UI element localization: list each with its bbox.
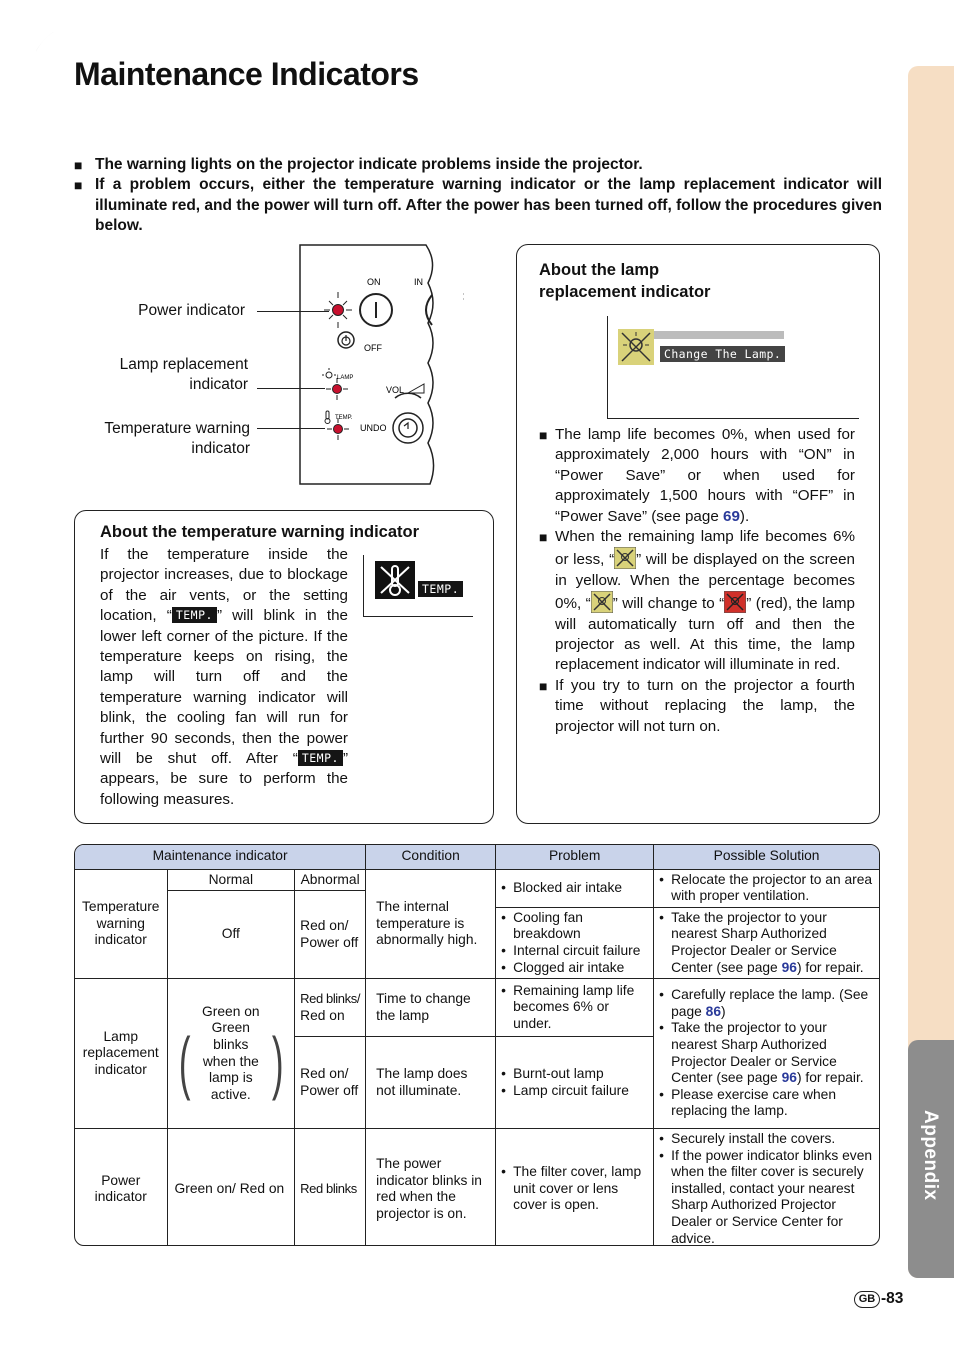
lamp-note-part: ” will be displayed on the screen in yellow. When the percentage becomes 0%, “ bbox=[555, 551, 855, 613]
square-bullet-icon: ■ bbox=[539, 677, 548, 694]
condition-cell: The internal temperature is abnormally high. bbox=[366, 869, 496, 979]
temperature-warning-text bbox=[100, 545, 348, 810]
table-row bbox=[75, 1129, 879, 1246]
input-button[interactable] bbox=[426, 295, 432, 325]
problem-cell: • Remaining lamp life becomes 6% or under. bbox=[496, 979, 654, 1037]
thermometer-icon bbox=[325, 411, 330, 424]
power-indicator-light bbox=[324, 292, 352, 328]
normal-state-cell: Off bbox=[167, 891, 295, 979]
col-header-problem: Problem bbox=[496, 845, 654, 869]
sub-header-abnormal: Abnormal bbox=[295, 869, 366, 891]
lamp-warning-red-icon bbox=[724, 591, 746, 613]
abnormal-state-text: Red blinks/ bbox=[300, 991, 361, 1006]
indicator-name: Lamp replacement indicator bbox=[75, 979, 167, 1129]
change-lamp-message: Change The Lamp. bbox=[660, 346, 785, 362]
abnormal-state-cell: Red on/ Power off bbox=[295, 1037, 366, 1129]
solution-part: ) for repair. bbox=[796, 1070, 864, 1086]
solution-text: Relocate the projector to an area with proper ventilation. bbox=[671, 871, 873, 904]
solution-part: Carefully replace the lamp. (See page bbox=[671, 987, 869, 1019]
temp-text-part: ” appears, be sure to perform the following measures. bbox=[100, 750, 348, 808]
page-link[interactable]: 86 bbox=[705, 1003, 722, 1019]
lamp-replacement-box bbox=[516, 244, 880, 824]
solution-text bbox=[671, 1020, 874, 1086]
table-row bbox=[75, 869, 879, 891]
lamp-note-text: If you try to turn on the projector a fourth time without replacing the lamp, the projector will not turn on. bbox=[555, 676, 855, 735]
lamp-warning-yellow-icon bbox=[591, 591, 613, 613]
solution-part: ) for repair. bbox=[796, 959, 864, 975]
lamp-replacement-heading bbox=[539, 259, 710, 303]
page-title: Maintenance Indicators bbox=[74, 56, 419, 92]
problem-cell: • The filter cover, lamp unit cover or lens cover is open. bbox=[496, 1129, 654, 1246]
col-header-solution: Possible Solution bbox=[654, 845, 879, 869]
off-label: OFF bbox=[364, 343, 382, 353]
problem-text: The filter cover, lamp unit cover or lens cover is open. bbox=[513, 1164, 642, 1213]
abnormal-state-cell: Red on/ Power off bbox=[295, 891, 366, 979]
col-header-condition: Condition bbox=[366, 845, 496, 869]
lamp-notes bbox=[539, 425, 855, 737]
page-link[interactable]: 96 bbox=[781, 959, 797, 975]
page-number bbox=[854, 1290, 903, 1308]
condition-cell: Time to change the lamp bbox=[366, 979, 496, 1037]
col-header-indicator: Maintenance indicator bbox=[75, 845, 366, 869]
temperature-warning-heading: About the temperature warning indicator bbox=[100, 523, 420, 541]
callout-lamp bbox=[88, 355, 248, 396]
solution-text: If the power indicator blinks even when the filter cover is securely installed, contact your nearest Sharp Authorized Projector Dealer or Service Center for advice. bbox=[671, 1147, 873, 1246]
solution-text bbox=[671, 987, 874, 1020]
problem-cell: • Cooling fan breakdown • Internal circuit failure • Clogged air intake bbox=[496, 907, 654, 978]
solution-text: Securely install the covers. bbox=[671, 1131, 836, 1147]
problem-text: Remaining lamp life becomes 6% or under. bbox=[513, 982, 635, 1031]
lamp-note-part: The lamp life becomes 0%, when used for approximately 2,000 hours with “ON” in “Power Save” or when used for approximately 1,500 hours with “OFF” in “Power Save” (see page bbox=[555, 426, 855, 525]
indicator-name: Temperature warning indicator bbox=[75, 869, 167, 979]
callout-lamp-line1: Lamp replacement bbox=[119, 356, 248, 373]
volume-icon bbox=[408, 384, 424, 393]
solution-cell: • Carefully replace the lamp. (See page 86) • Take the projector to your nearest Sharp Authorized Projector Dealer or Service Center (see page 96) for repair. • Please exercise care when replacing the lamp. bbox=[654, 979, 879, 1129]
left-brace-icon: ( bbox=[178, 1022, 190, 1101]
problem-text: Blocked air intake bbox=[513, 879, 623, 895]
callout-lamp-line2: indicator bbox=[189, 376, 248, 394]
problem-cell: • Blocked air intake bbox=[496, 869, 654, 907]
solution-part: Take the projector to your nearest Sharp Authorized Projector Dealer or Service Center (see page bbox=[671, 1020, 837, 1086]
temp-text-part: ” will blink in the lower left corner of the picture. If the temperature keeps on rising, the lamp will turn off and the temperature warning indicator will blink, the cooling fan will run for further 90 seconds, then the power will be shut off. After “ bbox=[100, 607, 348, 768]
normal-state-cell bbox=[167, 979, 295, 1129]
callout-temp-line1: Temperature warning bbox=[104, 420, 250, 437]
osd-bar bbox=[654, 331, 784, 339]
temp-osd-chip: TEMP. bbox=[172, 607, 217, 623]
indicator-name: Power indicator bbox=[75, 1129, 167, 1246]
temp-text-part: If the temperature inside the projector increases, due to blockage of the air vents, or the setting location, “ bbox=[100, 546, 348, 625]
solution-part: ) bbox=[721, 1003, 726, 1019]
maintenance-table bbox=[74, 844, 880, 1246]
solution-text bbox=[671, 910, 874, 976]
projector-control-panel bbox=[298, 243, 464, 486]
solution-cell: • Securely install the covers. • If the power indicator blinks even when the filter cover is securely installed, contact your nearest Sharp Authorized Projector Dealer or Service Center for advice. bbox=[659, 1131, 873, 1246]
callout-temp bbox=[80, 419, 250, 460]
vol-label: VOL bbox=[386, 385, 405, 395]
intro-text: If a problem occurs, either the temperature warning indicator or the lamp replacement indicator will illuminate red, and the power will turn off. After the power has been turned off, follow the procedures given below. bbox=[95, 176, 882, 235]
problem-text: Internal circuit failure bbox=[513, 942, 641, 958]
intro-item bbox=[74, 155, 882, 175]
solution-cell: • Take the projector to your nearest Sharp Authorized Projector Dealer or Service Center (see page 96) for repair. bbox=[654, 907, 879, 978]
lamp-note-part: ” (red), the lamp will automatically turn off and then the projector as well. At this time, the lamp replacement indicator will illuminate in red. bbox=[555, 595, 856, 674]
lamp-note-part: ). bbox=[739, 507, 750, 525]
intro-text: The warning lights on the projector indicate problems inside the projector. bbox=[95, 156, 643, 173]
intro-item bbox=[74, 175, 882, 236]
normal-state-note: Green blinks when the lamp is active. bbox=[202, 1020, 259, 1102]
sub-header-normal: Normal bbox=[167, 869, 295, 891]
square-bullet-icon: ■ bbox=[74, 177, 83, 194]
brace-group bbox=[173, 1020, 290, 1103]
problem-text: Cooling fan breakdown bbox=[513, 909, 583, 942]
right-brace-icon: ) bbox=[271, 1022, 284, 1101]
normal-state-cell: Green on/ Red on bbox=[167, 1129, 295, 1246]
region-badge: GB bbox=[854, 1291, 880, 1308]
abnormal-state-text: Red on bbox=[300, 1007, 345, 1023]
lamp-note-text bbox=[555, 527, 855, 676]
lamp-note bbox=[539, 425, 855, 527]
lamp-replacement-indicator-light bbox=[326, 378, 348, 400]
temp-label: TEMP. bbox=[335, 415, 353, 421]
standby-icon bbox=[338, 332, 354, 348]
page-link[interactable]: 69 bbox=[723, 507, 740, 525]
square-bullet-icon: ■ bbox=[539, 427, 548, 443]
temp-warning-icon bbox=[375, 561, 415, 599]
undo-arrow-icon bbox=[404, 423, 408, 429]
callout-power: Power indicator bbox=[138, 302, 245, 319]
callout-temp-line2: indicator bbox=[191, 440, 250, 458]
on-label: ON bbox=[367, 277, 381, 287]
square-bullet-icon: ■ bbox=[539, 529, 548, 546]
undo-label: UNDO bbox=[360, 423, 387, 433]
lamp-note-part: When the remaining lamp life becomes 6% or less, “ bbox=[555, 528, 855, 569]
intro-notes bbox=[74, 155, 882, 237]
problem-text: Burnt-out lamp bbox=[513, 1066, 604, 1081]
temp-screen-illustration bbox=[363, 555, 473, 617]
problem-text: Clogged air intake bbox=[513, 959, 625, 975]
lamp-heading-line1: About the lamp bbox=[539, 261, 660, 279]
lamp-warning-icon bbox=[618, 329, 654, 365]
condition-cell: The lamp does not illuminate. bbox=[366, 1037, 496, 1129]
solution-part: Take the projector to your nearest Sharp Authorized Projector Dealer or Service Center (see page bbox=[671, 909, 837, 975]
input-label: IN bbox=[414, 277, 423, 287]
lamp-note bbox=[539, 527, 855, 676]
lamp-note-part: ” will change to “ bbox=[612, 595, 725, 613]
problem-cell: • Burnt-out lamp • Lamp circuit failure bbox=[496, 1037, 654, 1129]
condition-cell: The power indicator blinks in red when the projector is on. bbox=[366, 1129, 496, 1246]
lamp-warning-yellow-icon bbox=[614, 547, 636, 569]
lamp-label: LAMP bbox=[337, 375, 354, 381]
abnormal-state-cell bbox=[295, 979, 366, 1037]
temp-osd-chip: TEMP. bbox=[298, 750, 343, 766]
lamp-heading-line2: replacement indicator bbox=[539, 283, 711, 301]
page-number-text: -83 bbox=[881, 1290, 904, 1307]
temp-osd-chip: TEMP. bbox=[418, 581, 463, 597]
abnormal-state-cell: Red blinks bbox=[295, 1129, 366, 1246]
page-link[interactable]: 96 bbox=[781, 1070, 797, 1086]
solution-cell: • Relocate the projector to an area with proper ventilation. bbox=[654, 869, 879, 907]
appendix-tab-label: Appendix bbox=[920, 1110, 941, 1201]
problem-text: Lamp circuit failure bbox=[513, 1082, 629, 1098]
lamp-note-text bbox=[555, 425, 855, 527]
normal-state-text: Green on bbox=[202, 1003, 260, 1019]
solution-text: Please exercise care when replacing the lamp. bbox=[671, 1086, 837, 1119]
lamp-icon bbox=[322, 368, 336, 378]
table-header-row bbox=[75, 845, 879, 869]
lamp-note bbox=[539, 676, 855, 737]
temperature-warning-box bbox=[74, 510, 494, 824]
table-row bbox=[75, 979, 879, 1037]
square-bullet-icon: ■ bbox=[74, 157, 83, 173]
lamp-screen-illustration bbox=[607, 316, 859, 419]
